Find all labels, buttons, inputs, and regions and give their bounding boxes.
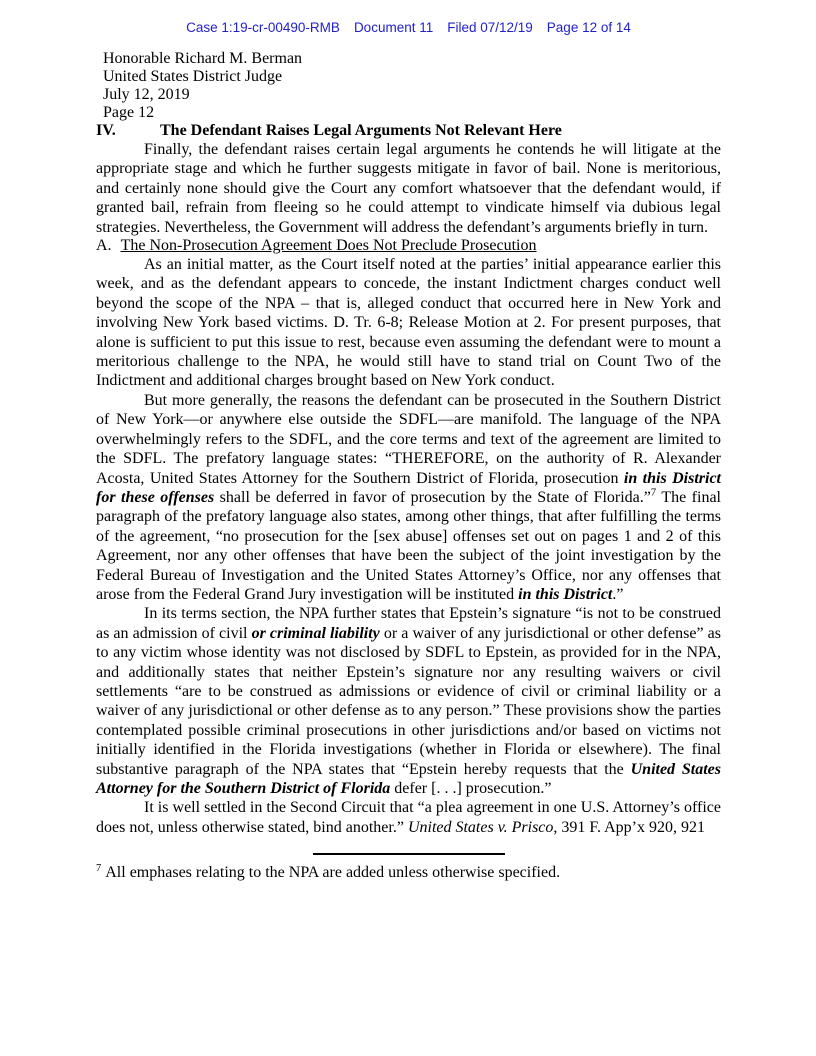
section-title: The Defendant Raises Legal Arguments Not Relevant Here [160,122,562,139]
footnote-text: All emphases relating to the NPA are added unless otherwise specified. [105,864,561,882]
recipient-name: Honorable Richard M. Berman [103,50,303,67]
footnote-7 [96,863,721,882]
subsection-letter: A. [96,237,112,255]
subsection-heading-a [96,237,721,255]
section-number: IV. [96,122,116,139]
subsection-title: The Non-Prosecution Agreement Does Not Preclude Prosecution [120,237,537,255]
paragraph-2: As an initial matter, as the Court itself noted at the parties’ initial appearance earlier this week, and as the defendant appears to concede, the instant Indictment charges conduct well beyond the scope of the NPA – that is, alleged conduct that occurred here in New York and involving New York based victims. D. Tr. 6-8; Release Motion at 2. For present purposes, that alone is sufficient to put this issue to rest, because even assuming the defendant were to mount a meritorious challenge to the NPA, he would still have to stand trial on Count Two of the Indictment and additional charges brought based on New York conduct. [96,256,721,390]
recipient-block [103,50,721,122]
letter-date: July 12, 2019 [103,86,190,103]
stamp-case-number: Case 1:19-cr-00490-RMB [186,20,340,35]
letter-page-number: Page 12 [103,104,155,121]
footnote-separator [313,853,505,855]
recipient-title: United States District Judge [103,68,283,85]
section-heading-iv [96,122,721,140]
stamp-document-number: Document 11 [353,20,434,35]
paragraph-1: Finally, the defendant raises certain legal arguments he contends he will litigate at the appropriate stage and which he further suggests mitigate in favor of bail. None is meritorious, and certainly none should give the Court any comfort whatsoever that the defendant would, if granted bail, refrain from fleeing so he could attempt to vindicate himself via dubious legal strategies. Nevertheless, the Government will address the defendant’s arguments briefly in turn. [96,141,721,236]
paragraph-5: It is well settled in the Second Circuit that “a plea agreement in one U.S. Attorney’s office does not, unless otherwise stated, bind another.” United States v. Prisco, 391 F. App’x 920, 921 [96,799,721,836]
footnote-marker: 7 [96,862,102,874]
stamp-filed-date: Filed 07/12/19 [447,20,533,35]
ecf-header-stamp [96,20,721,35]
paragraph-3: But more generally, the reasons the defendant can be prosecuted in the Southern District of New York—or anywhere else outside the SDFL—are manifold. The language of the NPA overwhelmingly refers to the SDFL, and the core terms and text of the agreement are limited to the SDFL. The prefatory language states: “THEREFORE, on the authority of R. Alexander Acosta, United States Attorney for the Southern District of Florida, prosecution in this District for these offenses shall be deferred in favor of prosecution by the State of Florida.”$^7$ The final paragraph of the prefatory language also states, among other things, that after fulfilling the terms of the agreement, “no prosecution for the [sex abuse] offenses set out on pages 1 and 2 of this Agreement, nor any other offenses that have been the subject of the joint investigation by the Federal Bureau of Investigation and the United States Attorney’s Office, nor any offenses that arose from the Federal Grand Jury investigation will be instituted in this District.” [96,391,722,603]
stamp-page-number: Page 12 of 14 [546,20,631,35]
paragraph-4: In its terms section, the NPA further states that Epstein’s signature “is not to be construed as an admission of civil or criminal liability or a waiver of any jurisdictional or other defense” as to any victim whose identity was not disclosed by SDFL to Epstein, as provided for in the NPA, and additionally states that neither Epstein’s signature nor any resulting waivers or civil settlements “are to be construed as admissions or evidence of civil or criminal liability or a waiver of any jurisdictional or other defense as to any person.” These provisions show the parties contemplated possible criminal prosecutions in other jurisdictions and/or based on victims not initially identified in the Florida investigations (whether in Florida or elsewhere). The final substantive paragraph of the NPA states that “Epstein hereby requests that the United States Attorney for the Southern District of Florida defer [. . .] prosecution.” [96,605,722,797]
